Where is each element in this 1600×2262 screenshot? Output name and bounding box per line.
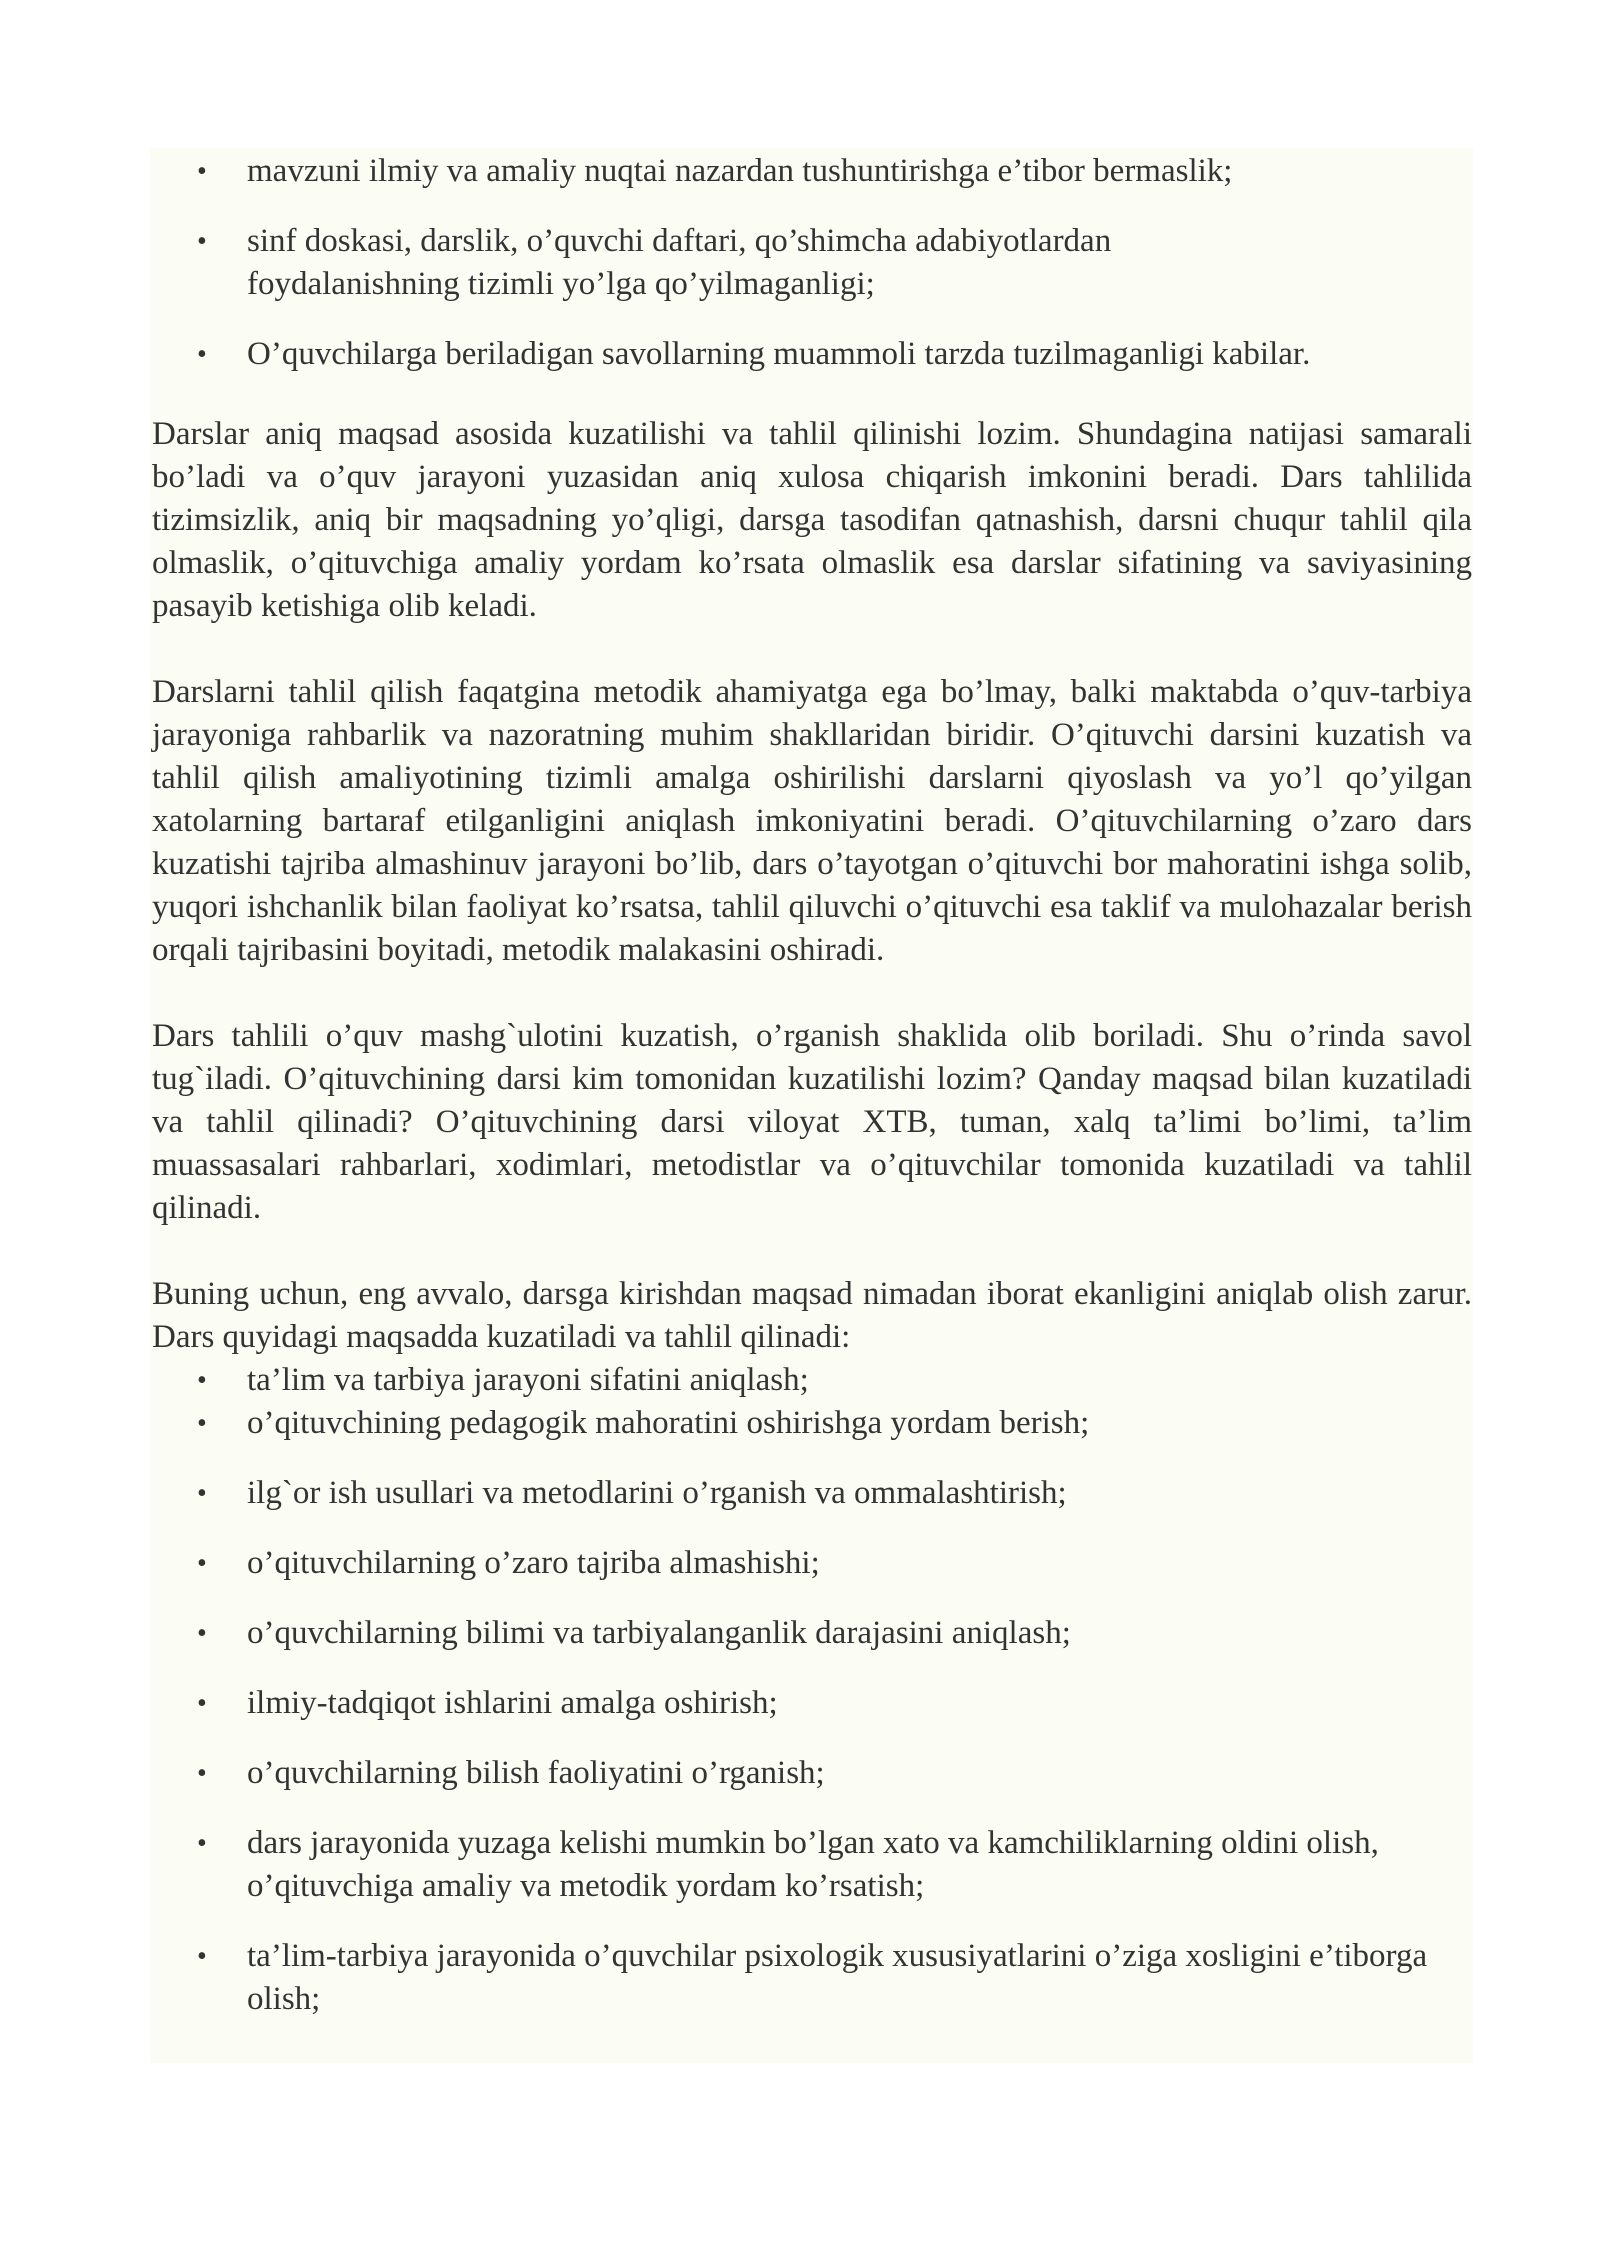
list-item: • o’qituvchining pedagogik mahoratini oshirishga yordam berish; — [152, 1402, 1472, 1445]
list-item: • mavzuni ilmiy va amaliy nuqtai nazardan tushuntirishga e’tibor bermaslik; — [152, 150, 1472, 193]
intro-bullet-list — [152, 150, 1472, 376]
goal-bullet-list — [152, 1359, 1472, 2021]
paragraph-lesson-observers: Dars tahlili o’quv mashg`ulotini kuzatish, o’rganish shaklida olib boriladi. Shu o’rinda savol tug`iladi. O’qituvchining darsi kim tomonidan kuzatilishi lozim? Qanday maqsad bilan kuzatiladi va tahlil qilinadi? O’qituvchining darsi viloyat XTB, tuman, xalq ta’limi bo’limi, ta’lim muassasalari rahbarlari, xodimlari, metodistlar va o’qituvchilar tomonida kuzatiladi va tahlil qilinadi. — [152, 1018, 1472, 1226]
list-item: • ta’lim va tarbiya jarayoni sifatini aniqlash; — [152, 1359, 1472, 1402]
paragraph-lesson-analysis: Darslarni tahlil qilish faqatgina metodik ahamiyatga ega bo’lmay, balki maktabda o’quv-tarbiya jarayoniga rahbarlik va nazoratning muhim shakllaridan biridir. O’qituvchi darsini kuzatish va tahlil qilish amaliyotining tizimli amalga oshirilishi darslarni qiyoslash va yo’l qo’yilgan xatolarning bartaraf etilganligini aniqlash imkoniyatini beradi. O’qituvchilarning o’zaro dars kuzatishi tajriba almashinuv jarayoni bo’lib, dars o’tayotgan o’qituvchi bor mahoratini ishga solib, yuqori ishchanlik bilan faoliyat ko’rsatsa, tahlil qiluvchi o’qituvchi esa taklif va mulohazalar berish orqali tajribasini boyitadi, metodik malakasini oshiradi. — [152, 674, 1472, 968]
list-item: • O’quvchilarga beriladigan savollarning muammoli tarzda tuzilmaganligi kabilar. — [152, 333, 1472, 376]
document-body — [152, 150, 1472, 2021]
list-item: • ilg`or ish usullari va metodlarini o’rganish va ommalashtirish; — [152, 1472, 1472, 1515]
list-item: • dars jarayonida yuzaga kelishi mumkin bo’lgan xato va kamchiliklarning oldini olish, o’qituvchiga amaliy va metodik yordam ko’rsatish; — [152, 1822, 1472, 1908]
list-item: • ilmiy-tadqiqot ishlarini amalga oshirish; — [152, 1682, 1472, 1725]
list-item: • o’qituvchilarning o’zaro tajriba almashishi; — [152, 1542, 1472, 1585]
paragraph-purpose-intro: Buning uchun, eng avvalo, darsga kirishdan maqsad nimadan iborat ekanligini aniqlab olish zarur. Dars quyidagi maqsadda kuzatiladi va tahlil qilinadi: — [152, 1276, 1472, 1355]
list-item: • sinf doskasi, darslik, o’quvchi daftari, qo’shimcha adabiyotlardan foydalanishning tizimli yo’lga qo’yilmaganligi; — [152, 220, 1472, 306]
list-item: • o’quvchilarning bilish faoliyatini o’rganish; — [152, 1752, 1472, 1795]
list-item: • o’quvchilarning bilimi va tarbiyalanganlik darajasini aniqlash; — [152, 1612, 1472, 1655]
list-item: • ta’lim-tarbiya jarayonida o’quvchilar psixologik xususiyatlarini o’ziga xosligini e’tiborga olish; — [152, 1935, 1472, 2021]
paragraph-lesson-goals: Darslar aniq maqsad asosida kuzatilishi va tahlil qilinishi lozim. Shundagina natijasi samarali bo’ladi va o’quv jarayoni yuzasidan aniq xulosa chiqarish imkonini beradi. Dars tahlilida tizimsizlik, aniq bir maqsadning yo’qligi, darsga tasodifan qatnashish, darsni chuqur tahlil qila olmaslik, o’qituvchiga amaliy yordam ko’rsata olmaslik esa darslar sifatining va saviyasining pasayib ketishiga olib keladi. — [152, 416, 1472, 624]
